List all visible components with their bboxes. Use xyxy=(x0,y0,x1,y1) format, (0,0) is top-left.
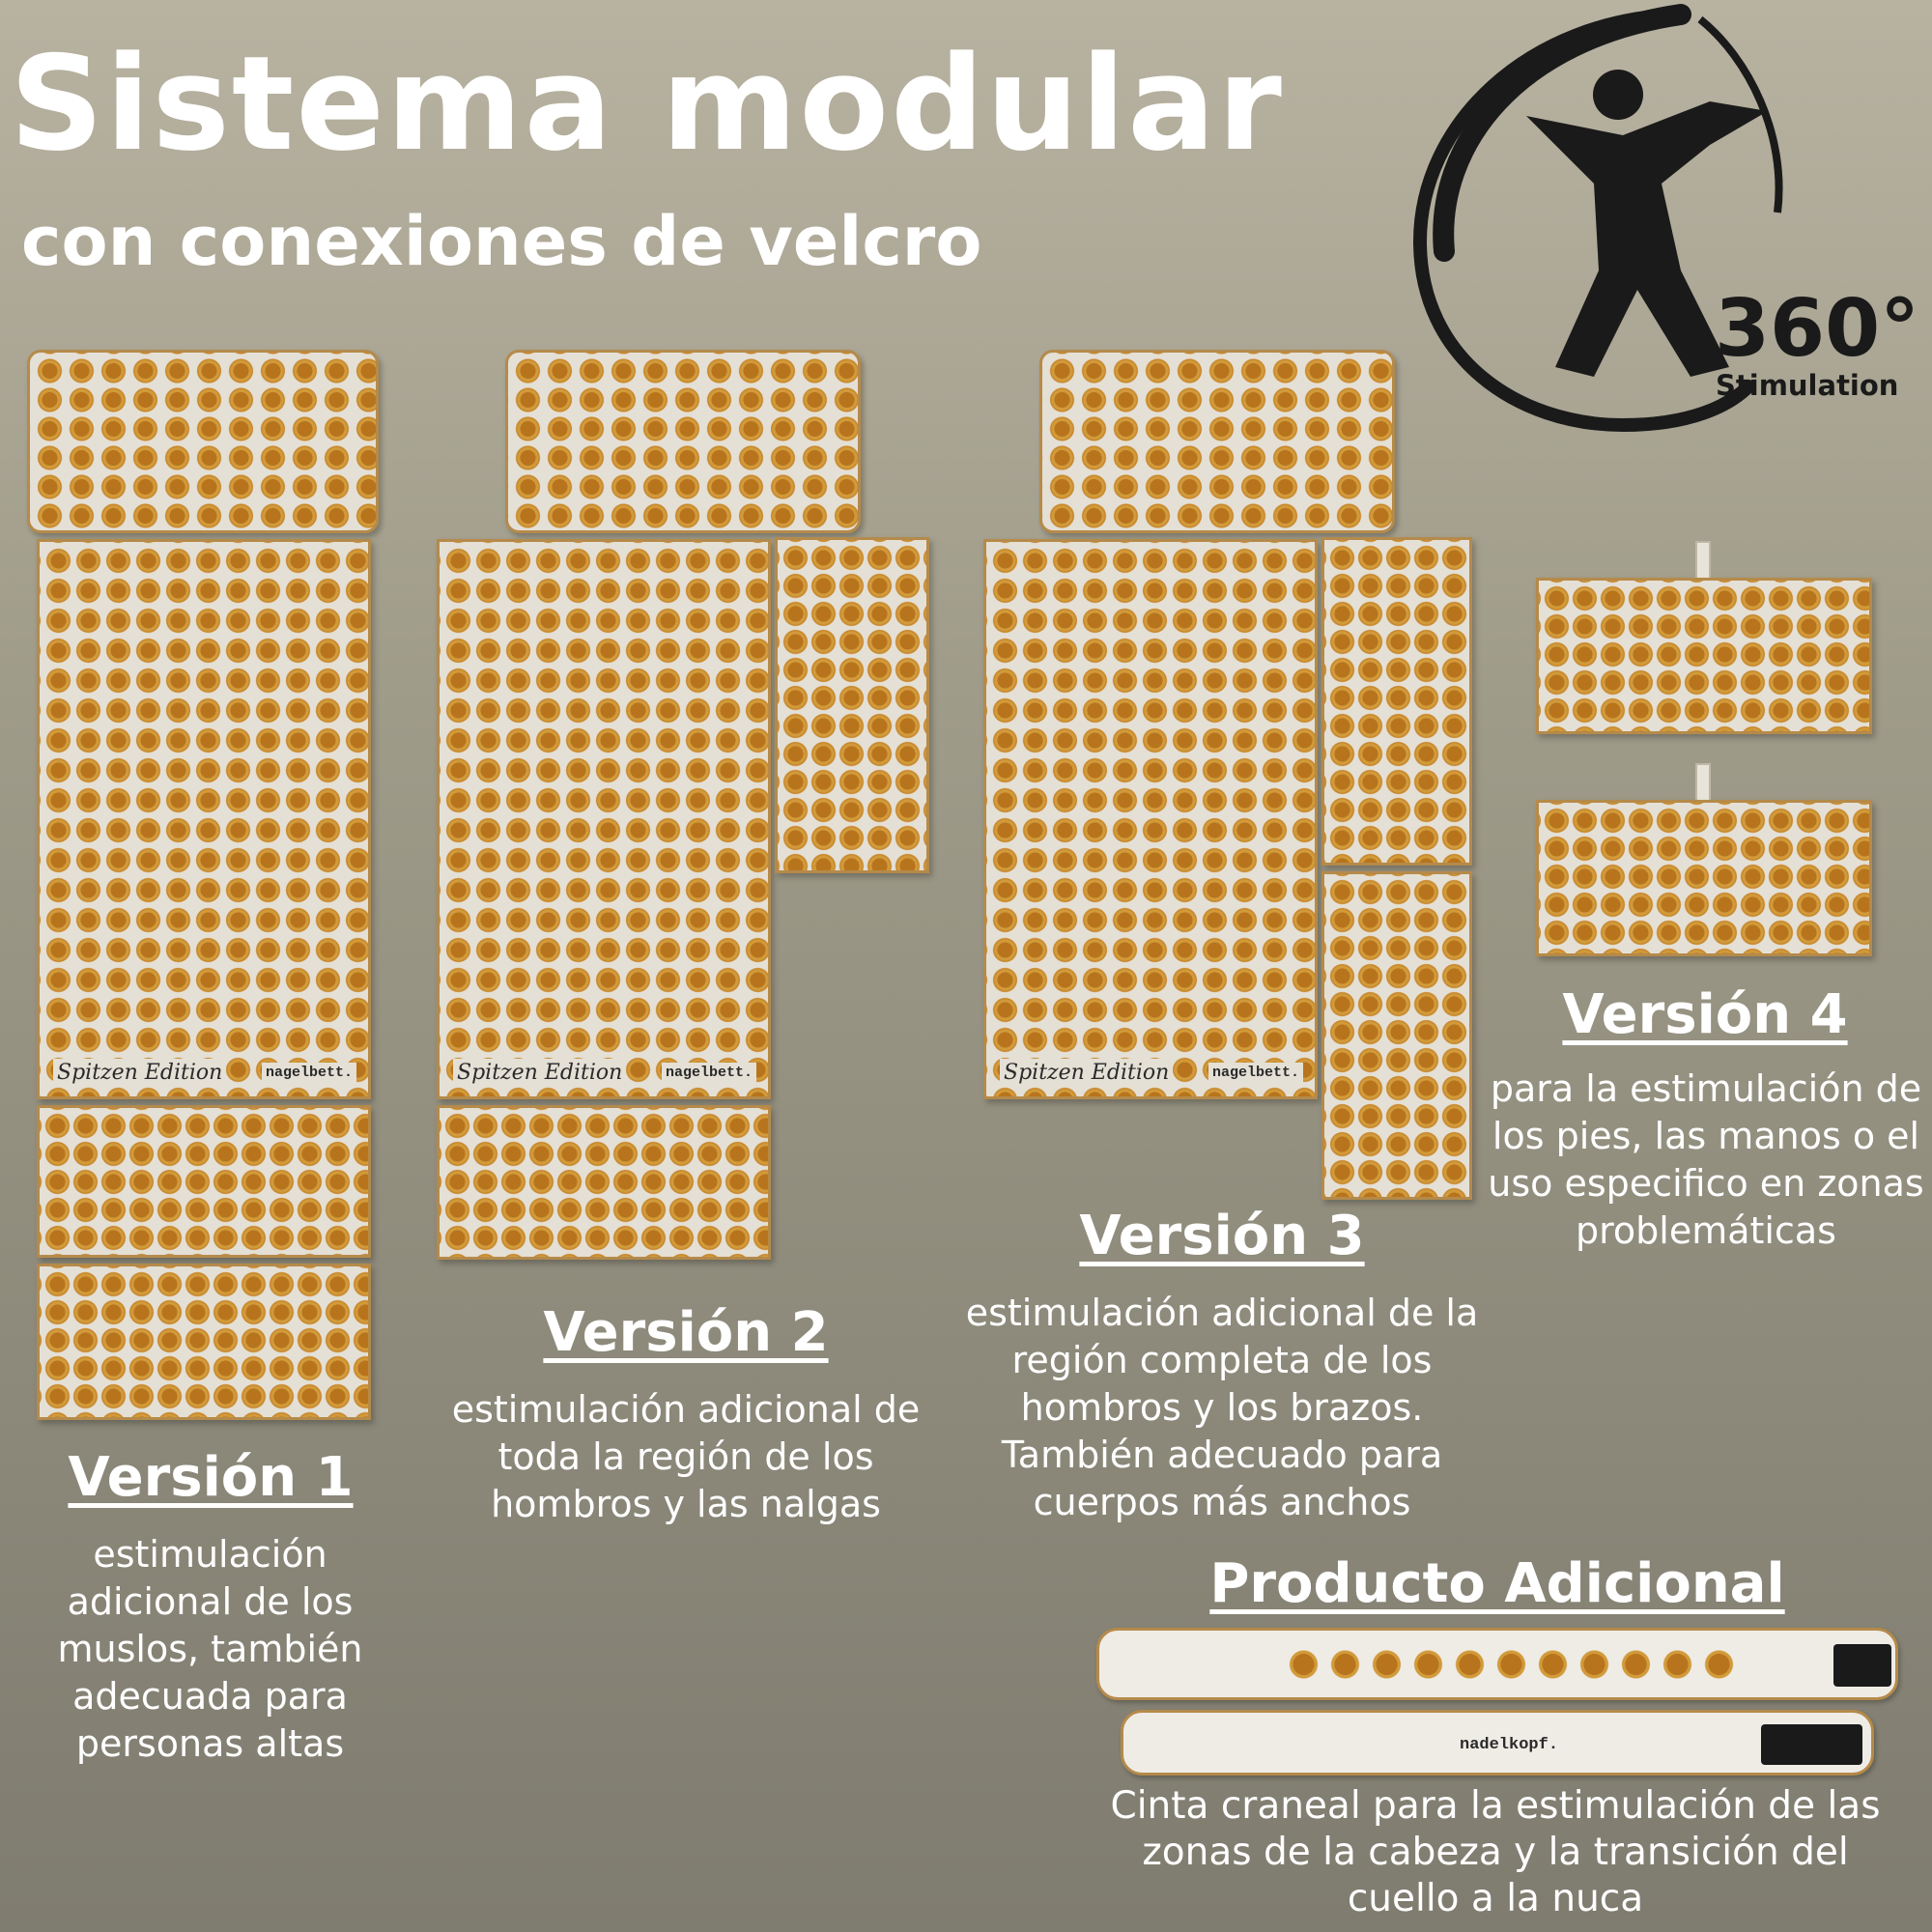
velcro-patch-top xyxy=(1833,1644,1891,1687)
v2-main-mat xyxy=(437,539,771,1099)
head-band-spikes xyxy=(1283,1646,1740,1683)
head-band-top xyxy=(1096,1628,1898,1700)
v2-brand-text: nagelbett. xyxy=(662,1063,756,1083)
head-band-brand: nadelkopf. xyxy=(1460,1736,1559,1754)
additional-product-label: Producto Adicional xyxy=(1209,1552,1785,1615)
logo-stimulation-text: Stimulation xyxy=(1716,369,1899,402)
v3-side-mat-2 xyxy=(1321,871,1472,1200)
v2-side-mat xyxy=(775,537,929,873)
page-subtitle: con conexiones de velcro xyxy=(21,202,982,281)
velcro-patch-bottom xyxy=(1761,1724,1862,1765)
v3-pillow xyxy=(1039,350,1395,533)
v3-main-mat xyxy=(983,539,1318,1099)
v1-main-mat xyxy=(37,539,371,1099)
version-3-label: Versión 3 xyxy=(1079,1205,1365,1267)
v1-extension-mat-1 xyxy=(37,1105,371,1258)
v1-brand-text: nagelbett. xyxy=(262,1063,356,1083)
page-title: Sistema modular xyxy=(10,28,1284,180)
logo-360-text: 360° xyxy=(1715,283,1920,375)
v4-mat-1 xyxy=(1536,578,1872,734)
v4-loop-tab-2 xyxy=(1695,763,1711,802)
v4-loop-tab-1 xyxy=(1695,541,1711,580)
additional-product-description: Cinta craneal para la estimulación de las zonas de la cabeza y la transición del cuello a la nuca xyxy=(1110,1784,1881,1920)
v2-extension-mat xyxy=(437,1105,771,1260)
v1-extension-mat-2 xyxy=(37,1264,371,1420)
v3-edition-text: Spitzen Edition xyxy=(1000,1059,1173,1087)
v2-pillow xyxy=(505,350,861,533)
v4-mat-2 xyxy=(1536,800,1872,956)
version-4-description: para la estimulación de los pies, las manos o el uso especifico en zonas problemáticas xyxy=(1488,1067,1924,1252)
head-band-bottom xyxy=(1121,1710,1874,1776)
version-2-label: Versión 2 xyxy=(543,1301,829,1364)
v1-pillow xyxy=(27,350,379,533)
v1-edition-text: Spitzen Edition xyxy=(53,1059,226,1087)
v2-edition-text: Spitzen Edition xyxy=(453,1059,626,1087)
version-3-description: estimulación adicional de la región completa de los hombros y los brazos. También adecuado para cuerpos más anchos xyxy=(965,1292,1479,1523)
version-1-description: estimulación adicional de los muslos, también adecuada para personas altas xyxy=(57,1533,363,1765)
version-2-description: estimulación adicional de toda la región de los hombros y las nalgas xyxy=(451,1388,921,1525)
v3-side-mat-1 xyxy=(1321,537,1472,866)
version-1-label: Versión 1 xyxy=(68,1446,354,1509)
v3-brand-text: nagelbett. xyxy=(1208,1063,1303,1083)
version-4-label: Versión 4 xyxy=(1562,983,1848,1046)
